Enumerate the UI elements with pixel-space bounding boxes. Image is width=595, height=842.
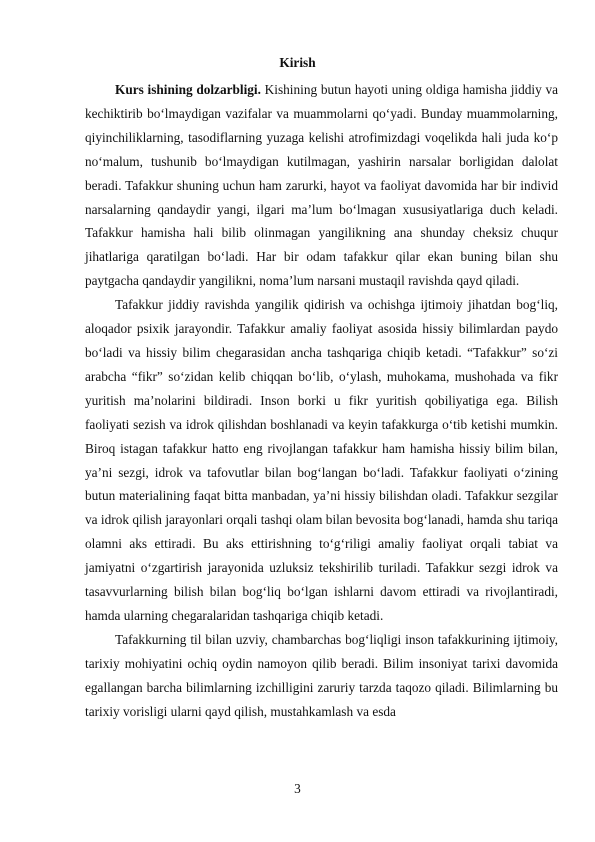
paragraph-1-text: Kishining butun hayoti uning oldiga hamisha jiddiy va kechiktirib bo‘lmaydigan vazifalar va muammolarni qo‘yadi. Bunday muammolarning, qiyinchiliklarning, tasodiflarning yuzaga kelishi atrofimizdagi voqelikda hali juda ko‘p no‘malum, tushunib bo‘lmaydigan kutilmagan, yashirin narsalar borligidan dalolat beradi. Tafakkur shuning uchun ham zarurki, hayot va faoliyat davomida har bir individ narsalarning qandaydir yangi, ilgari ma’lum bo‘lmagan xususiyatlariga duch keladi. Tafakkur hamisha hali bilib olinmagan yangilikning ana shunday cheksiz chuqur jihatlariga qaratilgan bo‘ladi. Har bir odam tafakkur qilar ekan buning bilan shu paytgacha qandaydir yangilikni, noma’lum narsani mustaqil ravishda qayd qiladi. bbox=[85, 82, 558, 289]
paragraph-lead-bold: Kurs ishining dolzarbligi. bbox=[115, 82, 261, 97]
paragraph-2 bbox=[85, 293, 558, 628]
body-text bbox=[85, 78, 558, 723]
paragraph-2-text: Tafakkur jiddiy ravishda yangilik qidirish va ochishga ijtimoiy jihatdan bog‘liq, aloqador psixik jarayondir. Tafakkur amaliy faoliyat asosida hissiy bilimlardan paydo bo‘ladi va hissiy bilim chegarasidan ancha tashqariga chiqib ketadi. “Tafakkur” so‘zi arabcha “fikr” so‘zidan kelib chiqqan bo‘lib, o‘ylash, muhokama, mushohada va fikr yuritish ma’nolarini bildiradi. Inson borki u fikr yuritish qobiliyatiga ega. Bilish faoliyati sezish va idrok qilishdan boshlanadi va keyin tafakkurga o‘tib ketishi mumkin. Biroq istagan tafakkur hatto eng rivojlangan tafakkur ham hamisha hissiy bilim bilan, ya’ni sezgi, idrok va tafovutlar bilan bog‘langan bo‘ladi. Tafakkur faoliyati o‘zining butun materialining faqat bitta manbadan, ya’ni hissiy bilishdan oladi. Tafakkur sezgilar va idrok qilish jarayonlari orqali tashqi olam bilan bevosita bog‘lanadi, hamda shu tariqa olamni aks ettiradi. Bu aks ettirishning to‘g‘riligi amaliy faoliyat orqali tabiat va jamiyatni o‘zgartirish jarayonida uzluksiz tekshirilib turiladi. Tafakkur sezgi idrok va tasavvurlarning bilish bilan bog‘liq bo‘lgan ishlarni davom ettiradi va rivojlantiradi, hamda ularning chegaralaridan tashqariga chiqib ketadi. bbox=[85, 297, 558, 623]
page-title: Kirish bbox=[279, 55, 316, 70]
paragraph-3-text: Tafakkurning til bilan uzviy, chambarchas bog‘liqligi inson tafakkurining ijtimoiy, tarixiy mohiyatini ochiq oydin namoyon qilib beradi. Bilim insoniyat tarixi davomida egallangan barcha bilimlarning izchilligini zaruriy tarzda taqozo qiladi. Bilimlarning bu tarixiy vorisligi ularni qayd qilish, mustahkamlash va esda bbox=[85, 631, 558, 719]
page-number: 3 bbox=[294, 781, 301, 796]
paragraph-3 bbox=[85, 628, 558, 724]
paragraph-1 bbox=[85, 78, 558, 293]
